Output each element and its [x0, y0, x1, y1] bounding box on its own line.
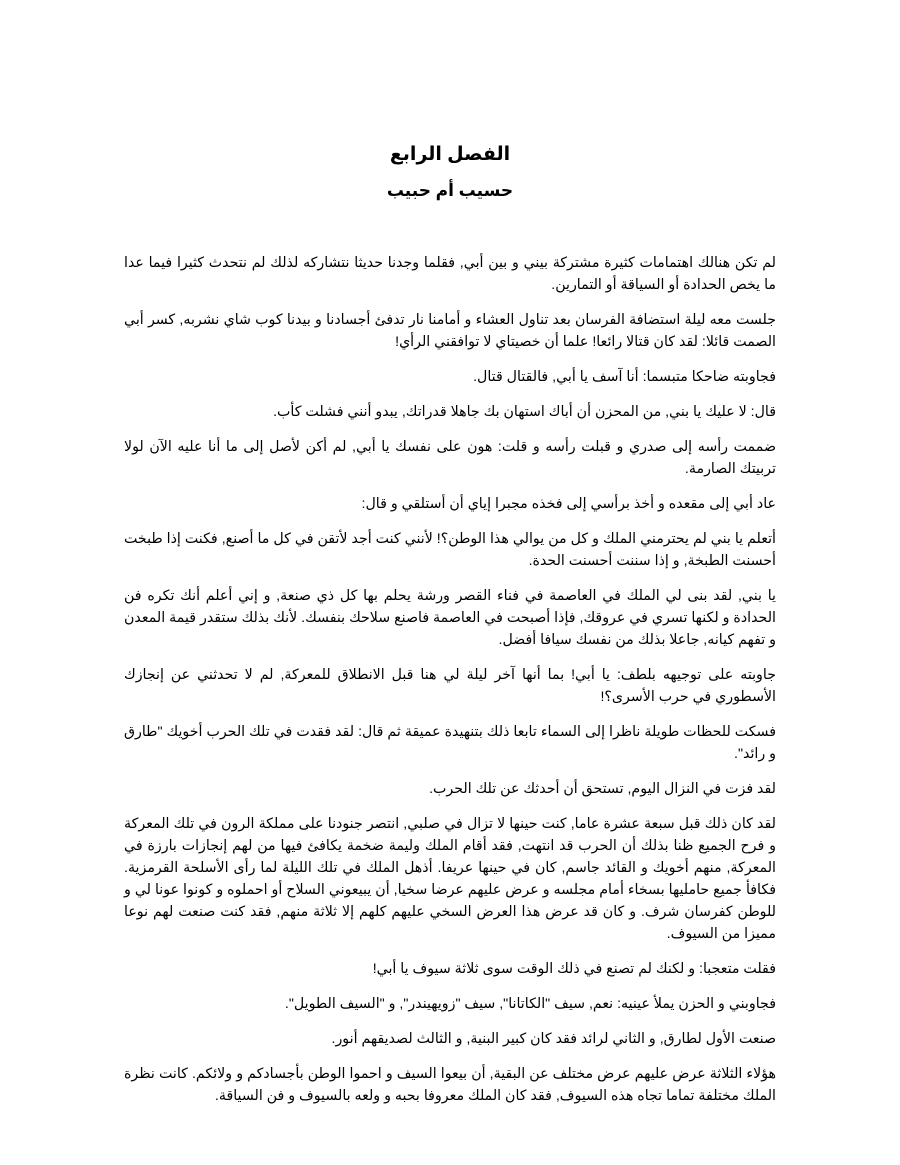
paragraph: فسكت للحظات طويلة ناظرا إلى السماء تابعا ذلك بتنهيدة عميقة ثم قال: لقد فقدت في تلك الحرب أخويك "طارق و رائد".: [124, 724, 776, 762]
paragraph: لم تكن هنالك اهتمامات كثيرة مشتركة بيني و بين أبي, فقلما وجدنا حديثا نتشاركه لذلك لم نتحدث كثيرا فيما عدا ما يخص الحدادة أو السياقة أو التمارين.: [124, 255, 776, 293]
paragraph: ضممت رأسه إلى صدري و قبلت رأسه و قلت: هون على نفسك يا أبي, لم أكن لأصل إلى ما أنا عليه الآن لولا تربيتك الصارمة.: [124, 439, 776, 477]
paragraph: فجاوبني و الحزن يملأ عينيه: نعم, سيف "الكاتانا", سيف "زويهيندر", و "السيف الطويل".: [284, 996, 776, 1012]
chapter-body: [124, 252, 776, 1120]
paragraph: هؤلاء الثلاثة عرض عليهم عرض مختلف عن البقية, أن بيعوا السيف و احموا الوطن بأجسادكم و ولائكم. كانت نظرة الملك مختلفة تماما تجاه هذه السيوف, فقد كان الملك معروفا بحبه و ولعه بالسيوف و فن السياقة.: [124, 1066, 776, 1104]
chapter-subtitle: حسيب أم حبيب: [386, 181, 514, 200]
paragraph: عاد أبي إلى مقعده و أخذ برأسي إلى فخذه مجبرا إياي أن أستلقي و قال:: [361, 496, 776, 512]
paragraph: قال: لا عليك يا بني, من المحزن أن أباك استهان بك جاهلا قدراتك, يبدو أنني فشلت كأب.: [273, 404, 776, 420]
paragraph: أتعلم يا بني لم يحترمني الملك و كل من يوالي هذا الوطن؟! لأنني كنت أجد لأتقن في كل ما أصنع, فكنت إذا طبخت أحسنت الطبخة, و إذا سننت أحسنت الحدة.: [124, 531, 776, 569]
paragraph: صنعت الأول لطارق, و الثاني لرائد فقد كان كبير البنية, و الثالث لصديقهم أنور.: [331, 1031, 776, 1047]
paragraph: فقلت متعجبا: و لكنك لم تصنع في ذلك الوقت سوى ثلاثة سيوف يا أبي!: [372, 961, 776, 977]
paragraph: جلست معه ليلة استضافة الفرسان بعد تناول العشاء و أمامنا نار تدفئ أجسادنا و بيدنا كوب شاي نشربه, كسر أبي الصمت قائلا: لقد كان قتالا رائعا! علما أن خصيتاي لا توافقني الرأي!: [124, 312, 776, 350]
paragraph: يا بني, لقد بنى لي الملك في العاصمة في فناء القصر ورشة يحلم بها كل ذي صنعة, و إني أعلم أنك تكره فن الحدادة و لكنها تسري في عروقك, فإذا أصبحت في العاصمة فاصنع سلاحك بنفسك. لأنك بذلك ستقدر قيمة المعدن و تفهم كيانه, جاعلا بذلك من نفسك سيافا أفضل.: [124, 588, 776, 648]
chapter-title: الفصل الرابع: [389, 144, 511, 165]
paragraph: لقد فزت في النزال اليوم, تستحق أن أحدثك عن تلك الحرب.: [429, 781, 776, 797]
paragraph: لقد كان ذلك قبل سبعة عشرة عاما, كنت حينها لا تزال في صلبي, انتصر جنودنا على مملكة الرون في تلك المعركة و فرح الجميع ظنا بذلك أن الحرب قد انتهت, فقد أقام الملك وليمة ضخمة يكافئ فيها من لهم إنجازات بارزة في المعركة, منهم أخويك و القائد جاسم, كان في حينها عريفا. أذهل الملك في تلك الليلة لما رأى الأسلحة القرمزية. فكافأ جميع حامليها بسخاء أمام مجلسه و عرض عليهم عرضا سخيا, أن يبيعوني السلاح أو احملوه و كونوا عونا لي و للوطن كفرسان شرف. و كان قد عرض هذا العرض السخي عليهم كلهم إلا ثلاثة منهم, فقد كنت صنعت لهم نوعا مميزا من السيوف.: [124, 816, 776, 942]
paragraph: جاوبته على توجيهه بلطف: يا أبي! بما أنها آخر ليلة لي هنا قبل الانطلاق للمعركة, لم لا تحدثني عن إنجازك الأسطوري في حرب الأسرى؟!: [124, 667, 776, 705]
paragraph: فجاوبته ضاحكا متبسما: أنا آسف يا أبي, فالقتال قتال.: [473, 369, 776, 385]
